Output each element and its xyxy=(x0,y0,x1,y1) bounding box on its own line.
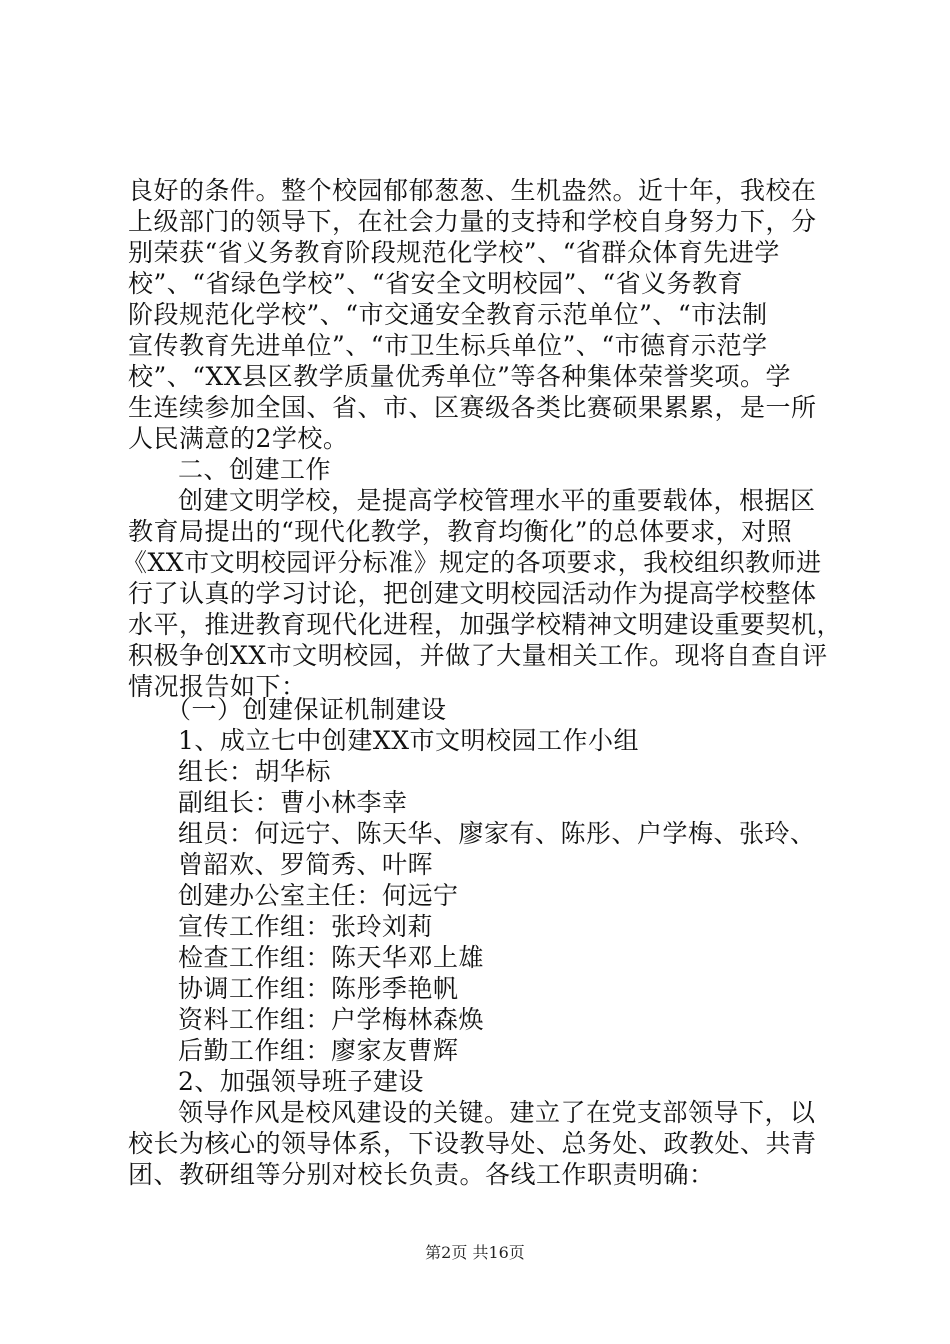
paragraph-line: 校”、“XX县区教学质量优秀单位”等各种集体荣誉奖项。学 xyxy=(128,362,791,391)
section-heading: 二、创建工作 xyxy=(178,455,332,484)
paragraph-line: 别荣获“省义务教育阶段规范化学校”、“省群众体育先进学 xyxy=(128,238,780,267)
list-item: 组长：胡华标 xyxy=(178,757,332,786)
list-item: 副组长：曹小林李幸 xyxy=(178,788,408,817)
paragraph-line: 上级部门的领导下，在社会力量的支持和学校自身努力下，分 xyxy=(128,207,817,236)
paragraph-line: 领导作风是校风建设的关键。建立了在党支部领导下，以 xyxy=(178,1098,816,1127)
list-item: 宣传工作组：张玲刘莉 xyxy=(178,912,434,941)
page-number-footer: 第2页 共16页 xyxy=(425,1243,525,1262)
list-item: 曾韶欢、罗简秀、叶晖 xyxy=(178,850,434,879)
list-item: 后勤工作组：廖家友曹辉 xyxy=(178,1036,459,1065)
paragraph-line: 积极争创XX市文明校园，并做了大量相关工作。现将自查自评 xyxy=(128,641,828,670)
paragraph-line: 阶段规范化学校”、“市交通安全教育示范单位”、“市法制 xyxy=(128,300,768,329)
list-item: 协调工作组：陈彤季艳帆 xyxy=(178,974,459,1003)
paragraph-line: 人民满意的2学校。 xyxy=(128,424,349,453)
subsection-heading: 2、加强领导班子建设 xyxy=(178,1067,424,1096)
list-item: 创建办公室主任：何远宁 xyxy=(178,881,459,910)
paragraph-line: 宣传教育先进单位”、“市卫生标兵单位”、“市德育示范学 xyxy=(128,331,768,360)
list-item: 检查工作组：陈天华邓上雄 xyxy=(178,943,485,972)
paragraph-line: 《XX市文明校园评分标准》规定的各项要求，我校组织教师进 xyxy=(122,548,822,577)
paragraph-line: 水平，推进教育现代化进程，加强学校精神文明建设重要契机， xyxy=(128,610,843,639)
paragraph-line: 校长为核心的领导体系，下设教导处、总务处、政教处、共青 xyxy=(128,1129,817,1158)
list-item: 1、成立七中创建XX市文明校园工作小组 xyxy=(178,726,640,755)
paragraph-line: 团、教研组等分别对校长负责。各线工作职责明确： xyxy=(128,1160,715,1189)
list-item: 资料工作组：户学梅林森焕 xyxy=(178,1005,485,1034)
paragraph-line: 校”、“省绿色学校”、“省安全文明校园”、“省义务教育 xyxy=(128,269,744,298)
paragraph-line: 良好的条件。整个校园郁郁葱葱、生机盎然。近十年，我校在 xyxy=(128,176,817,205)
paragraph-line: 生连续参加全国、省、市、区赛级各类比赛硕果累累，是一所 xyxy=(128,393,817,422)
list-item: 组员：何远宁、陈天华、廖家有、陈彤、户学梅、张玲、 xyxy=(178,819,816,848)
subsection-heading: （一）创建保证机制建设 xyxy=(166,695,447,724)
paragraph-line: 教育局提出的“现代化教学，教育均衡化”的总体要求，对照 xyxy=(128,517,793,546)
paragraph-line: 行了认真的学习讨论，把创建文明校园活动作为提高学校整体 xyxy=(128,579,817,608)
paragraph-line: 创建文明学校，是提高学校管理水平的重要载体，根据区 xyxy=(178,486,816,515)
paragraph-line: 情况报告如下： xyxy=(128,672,307,701)
